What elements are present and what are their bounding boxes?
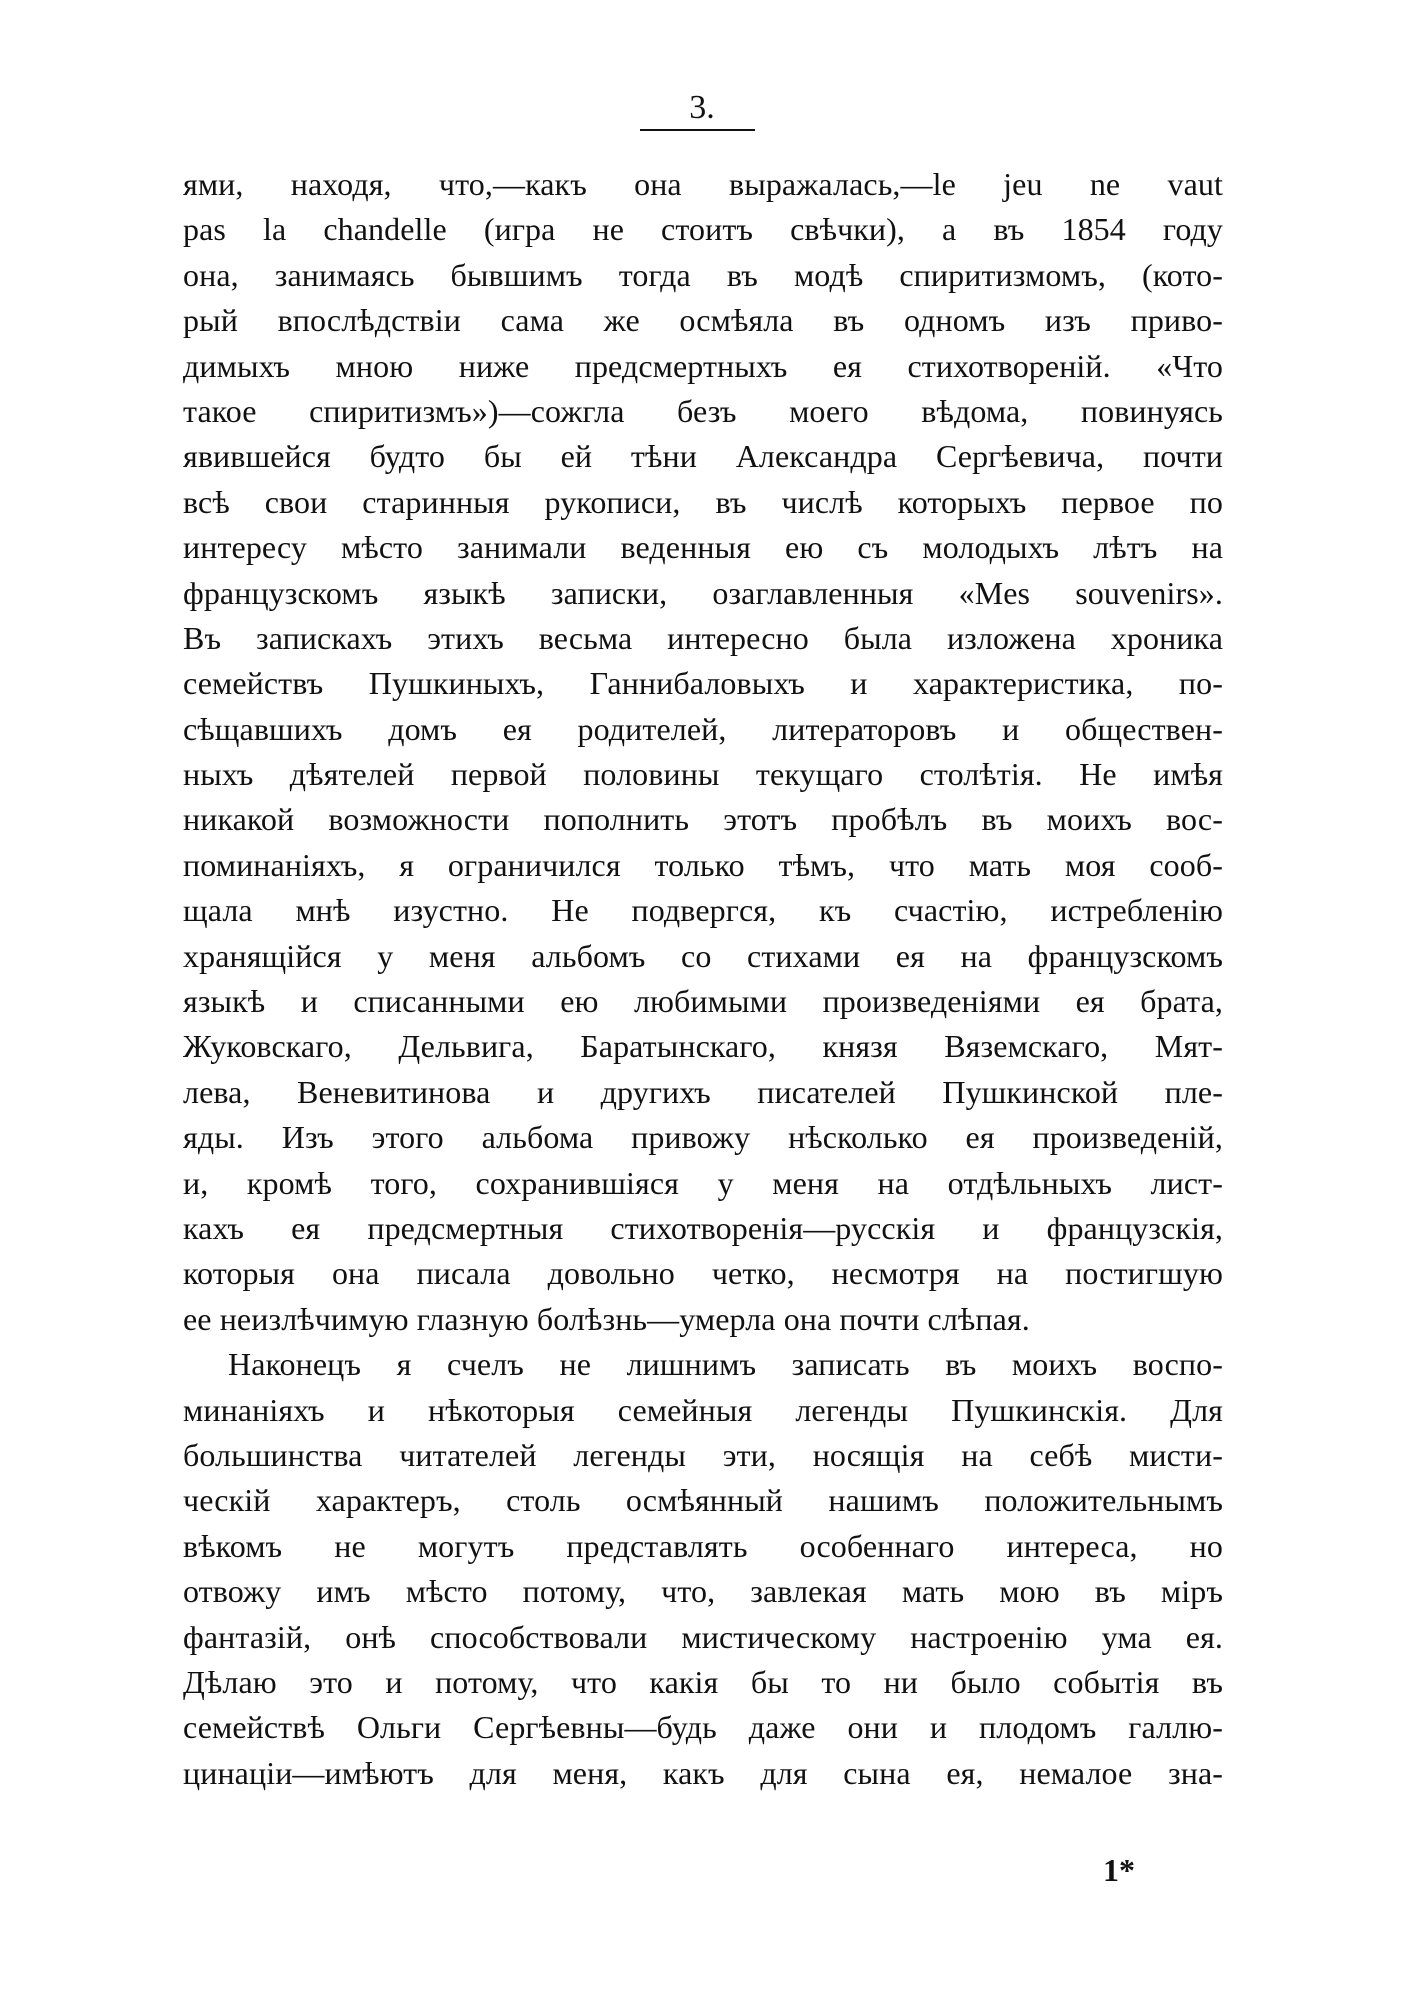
text-line-17: щала мнѣ изустно. Не подвергся, къ счастію, истребленію: [183, 892, 1223, 929]
text-line-8: всѣ свои старинныя рукописи, въ числѣ которыхъ первое по: [183, 483, 1223, 520]
text-line-9: интересу мѣсто занимали веденныя ею съ молодыхъ лѣтъ на: [183, 529, 1223, 566]
signature-mark: 1*: [1103, 1852, 1135, 1888]
text-line-21: лева, Веневитинова и другихъ писателей Пушкинской пле-: [183, 1073, 1223, 1110]
body-text: [183, 162, 1223, 1796]
text-line-2: pas la chandelle (игра не стоитъ свѣчки), а въ 1854 году: [183, 211, 1223, 248]
text-line-4: рый впослѣдствіи сама же осмѣяла въ одномъ изъ приво-: [183, 302, 1223, 339]
text-line-16: поминаніяхъ, я ограничился только тѣмъ, что мать моя сооб-: [183, 846, 1223, 883]
text-line-6: такое спиритизмъ»)—сожгла безъ моего вѣдома, повинуясь: [183, 392, 1223, 429]
text-line-15: никакой возможности пополнить этотъ пробѣлъ въ моихъ вос-: [183, 801, 1223, 838]
text-line-32: отвожу имъ мѣсто потому, что, завлекая мать мою въ міръ: [183, 1573, 1223, 1610]
text-line-1: ями, находя, что,—какъ она выражалась,—le jeu ne vaut: [183, 166, 1223, 202]
text-line-3: она, занимаясь бывшимъ тогда въ модѣ спиритизмомъ, (кото-: [183, 256, 1223, 293]
text-line-30: ческій характеръ, столь осмѣянный нашимъ положительнымъ: [183, 1482, 1223, 1519]
text-line-11: Въ запискахъ этихъ весьма интересно была изложена хроника: [183, 619, 1223, 656]
text-line-18: хранящійся у меня альбомъ со стихами ея на французскомъ: [183, 937, 1223, 974]
text-line-25: которыя она писала довольно четко, несмотря на постигшую: [183, 1255, 1223, 1292]
text-line-28: минаніяхъ и нѣкоторыя семейныя легенды Пушкинскія. Для: [183, 1391, 1223, 1428]
text-line-20: Жуковскаго, Дельвига, Баратынскаго, князя Вяземскаго, Мят-: [183, 1028, 1223, 1065]
text-line-29: большинства читателей легенды эти, носящія на себѣ мисти-: [183, 1436, 1223, 1473]
text-line-36: цинаціи—имѣютъ для меня, какъ для сына ея, немалое зна-: [183, 1754, 1223, 1791]
text-line-22: яды. Изъ этого альбома привожу нѣсколько ея произведеній,: [183, 1119, 1223, 1156]
text-line-10: французскомъ языкѣ записки, озаглавленныя «Mes souvenirs».: [183, 574, 1223, 611]
text-line-7: явившейся будто бы ей тѣни Александра Сергѣевича, почти: [183, 438, 1223, 475]
text-line-23: и, кромѣ того, сохранившіяся у меня на отдѣльныхъ лист-: [183, 1164, 1223, 1201]
text-line-27: Наконецъ я счелъ не лишнимъ записать въ моихъ воспо-: [228, 1346, 1223, 1383]
text-line-34: Дѣлаю это и потому, что какія бы то ни было событія въ: [183, 1663, 1223, 1700]
text-line-14: ныхъ дѣятелей первой половины текущаго столѣтія. Не имѣя: [183, 756, 1223, 793]
text-line-33: фантазій, онѣ способствовали мистическому настроенію ума ея.: [183, 1618, 1223, 1655]
text-line-26: ее неизлѣчимую глазную болѣзнь—умерла она почти слѣпая.: [183, 1300, 1030, 1337]
text-line-35: семействѣ Ольги Сергѣевны—будь даже они и плодомъ галлю-: [183, 1709, 1223, 1746]
text-line-31: вѣкомъ не могутъ представлять особеннаго интереса, но: [183, 1527, 1223, 1564]
text-line-13: сѣщавшихъ домъ ея родителей, литераторовъ и обществен-: [183, 710, 1223, 747]
text-line-19: языкѣ и списанными ею любимыми произведеніями ея брата,: [183, 983, 1223, 1020]
text-line-12: семействъ Пушкиныхъ, Ганнибаловыхъ и характеристика, по-: [183, 665, 1223, 702]
page-number-rule: [640, 129, 755, 131]
text-line-5: димыхъ мною ниже предсмертныхъ ея стихотвореній. «Что: [183, 347, 1223, 384]
text-line-24: кахъ ея предсмертныя стихотворенія—русскія и французскія,: [183, 1209, 1223, 1246]
page-number: 3.: [689, 89, 715, 126]
